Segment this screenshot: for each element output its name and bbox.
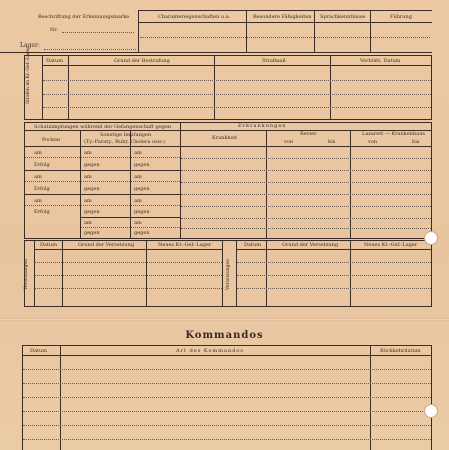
strafen-side-label: Strafen im Kr.-Gef.-Lager: [26, 46, 31, 104]
strafen-col-strafmass: Strafmaß: [262, 58, 286, 64]
strafen-col-grund: Grund der Bestrafung: [114, 58, 170, 64]
impf-row-5-right: am: [134, 198, 142, 204]
nr-field[interactable]: [62, 32, 134, 33]
label-charakter: Charaktereigenschaften u.a.: [158, 14, 231, 20]
impf-row-1-left: am: [34, 150, 42, 156]
impf-row-1-mid: am: [84, 150, 92, 156]
label-faehigkeiten: Besondere Fähigkeiten: [253, 14, 312, 20]
col-pocken: Pocken: [42, 137, 61, 143]
col-revier: Revier: [300, 131, 317, 137]
impf-row-6-mid: gegen: [84, 209, 100, 215]
impf-row-3-left: am: [34, 174, 42, 180]
impf-row-7-mid: am: [84, 220, 92, 226]
impf-row-4-right: gegen: [134, 186, 150, 192]
punch-hole-lower: [424, 404, 438, 418]
revier-von: von: [284, 139, 294, 145]
revier-bis: bis: [328, 139, 336, 145]
label-nr: Nr.: [50, 27, 58, 33]
lager-field[interactable]: [44, 49, 136, 50]
col-lazarett: Lazarett — Krankenhaus: [362, 131, 425, 137]
vers-left-grund: Grund der Versetzung: [78, 242, 135, 248]
label-sprach: Sprachkenntnisse: [320, 14, 366, 20]
erkrankungen-title: Erkrankungen: [238, 123, 287, 129]
impf-row-6-left: Erfolg: [34, 209, 50, 215]
impf-row-8-mid: gegen: [84, 230, 100, 236]
impf-row-2-left: Erfolg: [34, 162, 50, 168]
kommandos-col-rueckkehr: Rückkehrdatum: [380, 348, 421, 354]
impf-row-5-left: am: [34, 198, 42, 204]
impf-row-7-right: am: [134, 220, 142, 226]
impf-row-8-right: gegen: [134, 230, 150, 236]
strafen-col-datum: Datum: [46, 58, 63, 64]
impf-row-2-right: gegen: [134, 162, 150, 168]
label-lager: Lager:: [20, 42, 40, 49]
strafen-col-verbuesst: Verbüßt, Datum: [360, 58, 401, 64]
lazarett-bis: bis: [412, 139, 420, 145]
vers-right-datum: Datum: [244, 242, 261, 248]
vers-left-datum: Datum: [40, 242, 57, 248]
col-sonstige-sub: (Ty.-Paraty., Ruhr, Cholera usw.): [84, 139, 165, 145]
kommandos-col-datum: Datum: [30, 348, 47, 354]
page-fold: [0, 318, 449, 321]
impf-row-5-mid: am: [84, 198, 92, 204]
vers-right-grund: Grund der Versetzung: [282, 242, 339, 248]
header-bottom-rule: [0, 52, 432, 53]
versetzungen-side-label-left: Versetzungen: [24, 258, 29, 290]
impf-row-6-right: gegen: [134, 209, 150, 215]
impf-row-2-mid: gegen: [84, 162, 100, 168]
kommandos-title: Kommandos: [185, 330, 264, 341]
vers-left-neues: Neues Kr.-Gef.-Lager: [158, 242, 212, 248]
vers-right-neues: Neues Kr.-Gef.-Lager: [364, 242, 418, 248]
impf-row-1-right: am: [134, 150, 142, 156]
label-beschriftung: Beschriftung der Erkennungsmarke: [38, 14, 130, 20]
col-krankheit: Krankheit: [212, 135, 238, 141]
versetzungen-side-label-right: Versetzungen: [226, 258, 231, 290]
impf-row-3-mid: am: [84, 174, 92, 180]
impf-row-3-right: am: [134, 174, 142, 180]
impf-row-4-left: Erfolg: [34, 186, 50, 192]
label-fuehrung: Führung: [390, 14, 412, 20]
kommandos-col-art: Art des Kommandos: [176, 348, 244, 354]
col-sonstige: Sonstige Impfungen: [100, 132, 152, 138]
impf-row-4-mid: gegen: [84, 186, 100, 192]
impfungen-title: Schutzimpfungen während der Gefangenschaft gegen: [34, 124, 172, 130]
lazarett-von: von: [368, 139, 378, 145]
punch-hole-upper: [424, 231, 438, 245]
